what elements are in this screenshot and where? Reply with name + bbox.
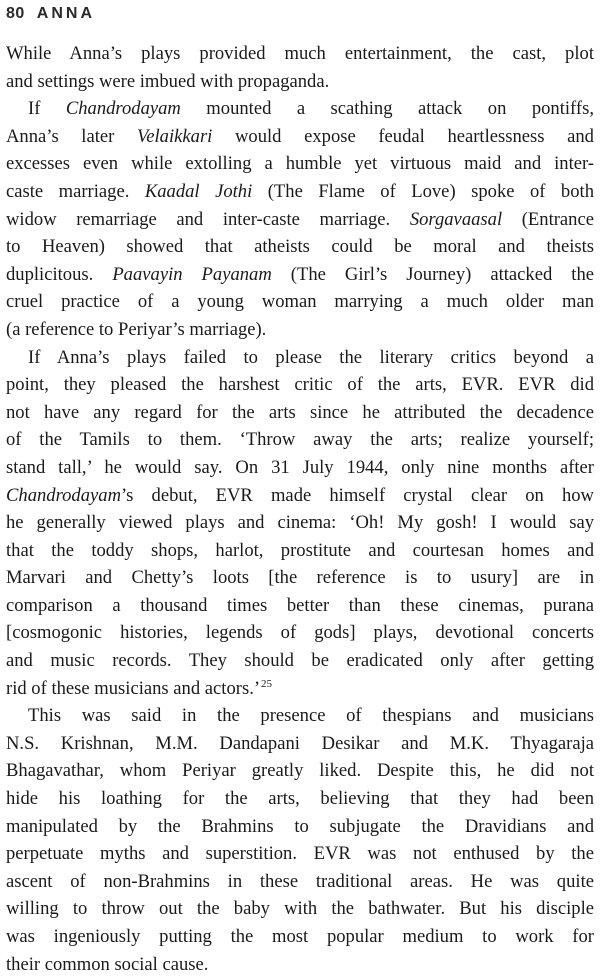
text-run: Anna’s later	[6, 125, 137, 147]
italic-title: Paavayin Payanam	[112, 263, 272, 285]
text-run: hide his loathing for the arts, believing that they had been	[6, 788, 594, 810]
text-run: rid of these musicians and actors.’	[6, 677, 261, 699]
text-line	[6, 206, 594, 234]
text-line	[6, 840, 594, 868]
text-line	[6, 951, 594, 978]
italic-title: Sorgavaasal	[409, 208, 503, 230]
text-line	[6, 813, 594, 841]
text-run: ascent of non-Brahmins in these traditional areas. He was quite	[6, 870, 594, 892]
text-line	[6, 316, 594, 344]
paragraph	[6, 40, 594, 95]
text-line	[6, 68, 594, 96]
text-line	[6, 123, 594, 151]
text-run: Bhagavathar, whom Periyar greatly liked. Despite this, he did not	[6, 760, 594, 782]
text-run: stand tall,’ he would say. On 31 July 1944, only nine months after	[6, 456, 594, 478]
text-run: point, they pleased the harshest critic of the arts, EVR. EVR did	[6, 374, 594, 396]
text-run: their common social cause.	[6, 953, 209, 975]
text-line	[6, 619, 594, 647]
text-run: comparison a thousand times better than these cinemas, purana	[6, 594, 594, 616]
paragraph	[6, 344, 594, 703]
text-line	[6, 95, 594, 123]
paragraph	[6, 702, 594, 978]
text-line	[6, 730, 594, 758]
text-run: If Anna’s plays failed to please the literary critics beyond a	[28, 346, 594, 368]
text-run: (Entrance	[502, 208, 594, 230]
paragraph	[6, 95, 594, 343]
italic-title: Chandrodayam	[6, 484, 122, 506]
footnote-reference: 25	[261, 677, 273, 690]
text-line	[6, 426, 594, 454]
text-line	[6, 40, 594, 68]
italic-title: Velaikkari	[136, 125, 213, 147]
text-run: mounted a scathing attack on pontiffs,	[180, 98, 594, 120]
text-run: and music records. They should be eradicated only after getting	[6, 650, 594, 672]
text-run: (a reference to Periyar’s marriage).	[6, 318, 267, 340]
text-line	[6, 454, 594, 482]
text-line	[6, 150, 594, 178]
text-run: While Anna’s plays provided much entertainment, the cast, plot	[6, 43, 594, 64]
text-line	[6, 509, 594, 537]
text-line	[6, 178, 594, 206]
text-run: caste marriage.	[6, 180, 145, 202]
italic-title: Kaadal Jothi	[144, 180, 253, 202]
text-run: cruel practice of a young woman marrying a much older man	[6, 291, 594, 313]
text-run: manipulated by the Brahmins to subjugate the Dravidians and	[6, 815, 594, 837]
text-run: was ingeniously putting the most popular medium to work for	[6, 926, 594, 947]
text-run: (The Flame of Love) spoke of both	[252, 180, 594, 202]
text-run: duplicitous.	[6, 263, 113, 285]
text-line	[6, 261, 594, 289]
text-run: that the toddy shops, harlot, prostitute and courtesan homes and	[6, 539, 594, 561]
text-run: This was said in the presence of thespians and musicians	[28, 705, 594, 727]
text-run: not have any regard for the arts since he attributed the decadence	[6, 401, 594, 423]
page-number: 80	[6, 5, 25, 22]
text-line	[6, 482, 594, 510]
text-line	[6, 868, 594, 896]
text-run: of the Tamils to them. ‘Throw away the arts; realize yourself;	[6, 429, 594, 451]
text-run: excesses even while extolling a humble yet virtuous maid and inter-	[6, 153, 594, 175]
text-line	[6, 785, 594, 813]
text-line	[6, 288, 594, 316]
text-run: perpetuate myths and superstition. EVR was not enthused by the	[6, 843, 594, 865]
body-text	[6, 40, 594, 978]
text-run: N.S. Krishnan, M.M. Dandapani Desikar and M.K. Thyagaraja	[6, 732, 594, 754]
text-run: If	[28, 98, 66, 120]
text-run: Marvari and Chetty’s loots [the reference is to usury] are in	[6, 567, 594, 589]
text-line	[6, 344, 594, 372]
text-line	[6, 537, 594, 565]
text-line	[6, 564, 594, 592]
text-line	[6, 675, 594, 703]
text-run: (The Girl’s Journey) attacked the	[271, 263, 595, 285]
text-line	[6, 592, 594, 620]
text-line	[6, 647, 594, 675]
text-line	[6, 371, 594, 399]
text-run: he generally viewed plays and cinema: ‘Oh! My gosh! I would say	[6, 512, 594, 534]
text-run: would expose feudal heartlessness and	[212, 125, 594, 147]
text-line	[6, 399, 594, 427]
page-header	[6, 0, 95, 28]
italic-title: Chandrodayam	[65, 98, 181, 120]
text-run: and settings were imbued with propaganda.	[6, 70, 330, 92]
text-run: willing to throw out the baby with the bathwater. But his disciple	[6, 898, 594, 920]
text-line	[6, 702, 594, 730]
text-line	[6, 923, 594, 951]
text-run: ’s debut, EVR made himself crystal clear on how	[121, 484, 594, 506]
text-run: widow remarriage and inter-caste marriage.	[6, 208, 410, 230]
running-head: ANNA	[36, 5, 96, 22]
text-run: [cosmogonic histories, legends of gods] plays, devotional concerts	[6, 622, 594, 644]
text-run: to Heaven) showed that atheists could be moral and theists	[6, 236, 594, 258]
text-line	[6, 757, 594, 785]
text-line	[6, 233, 594, 261]
